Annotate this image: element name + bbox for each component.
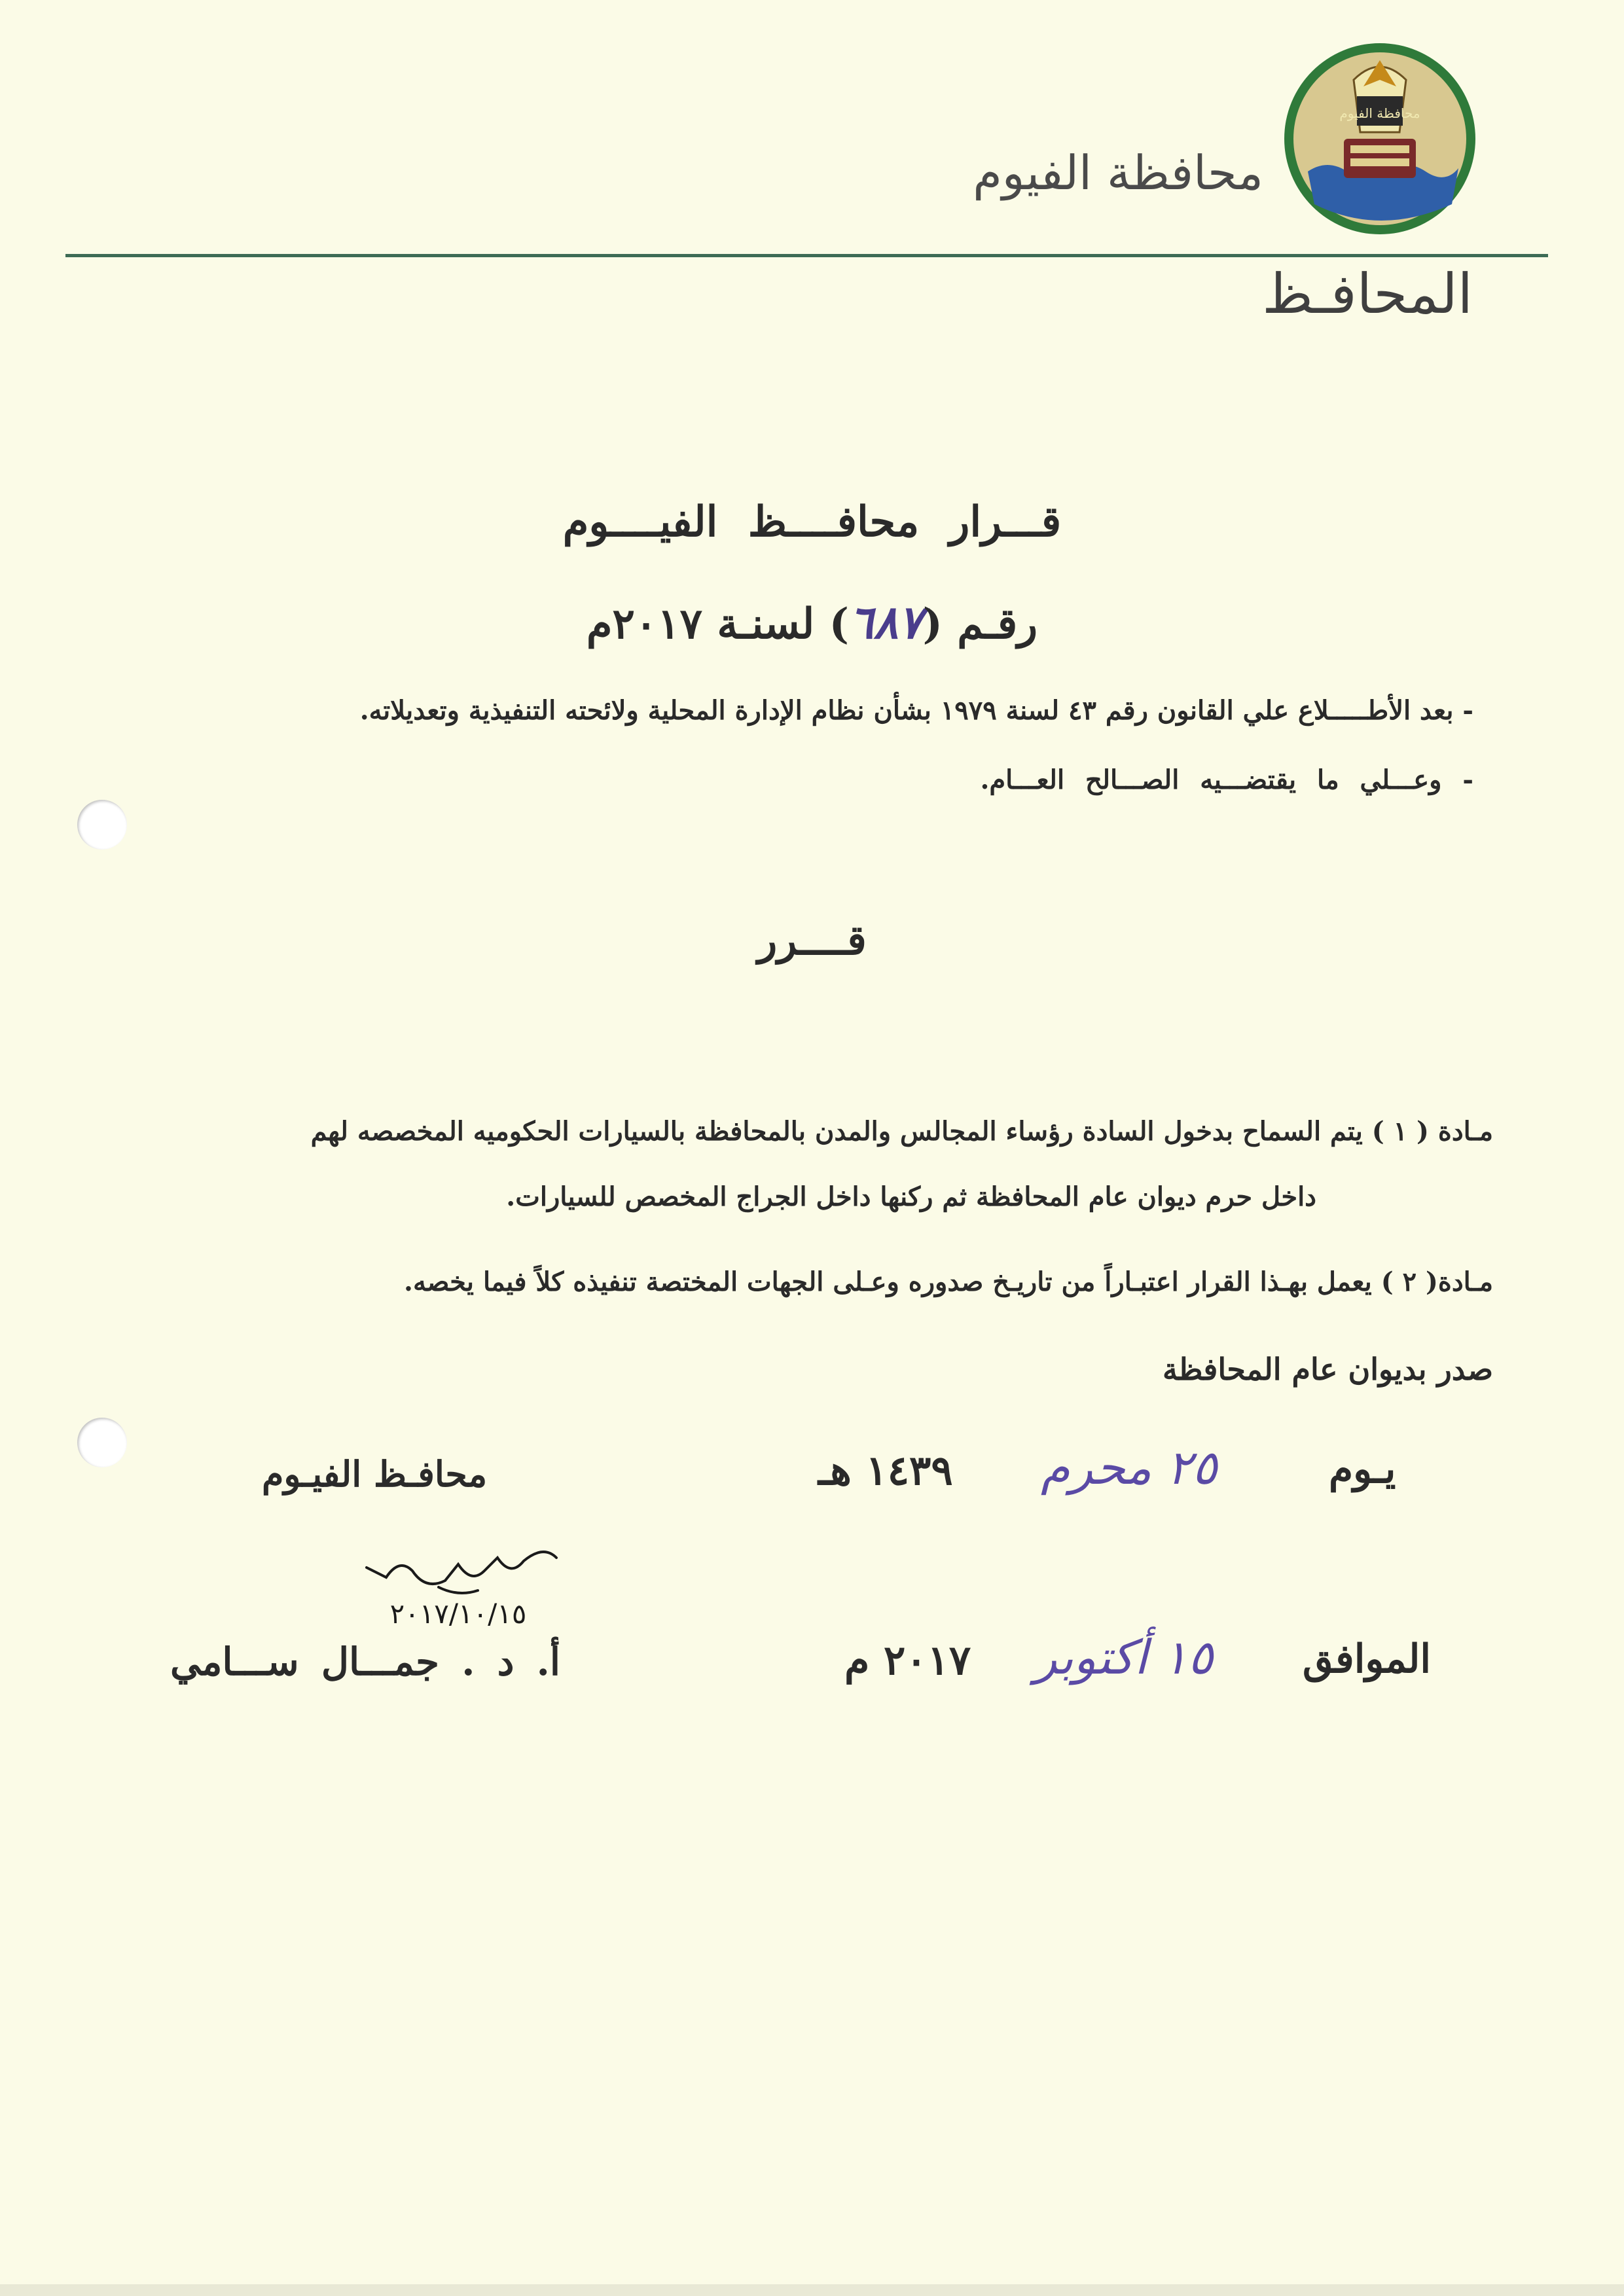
decision-number-line: [0, 596, 1624, 649]
scan-bottom-edge: [0, 2284, 1624, 2296]
article-1-continuation: داخل حرم ديوان عام المحافظة ثم ركنها داخل الجراج المخصص للسيارات.: [506, 1181, 1316, 1212]
governorate-emblem-logo: [1282, 41, 1478, 237]
decision-number-prefix: رقـم (: [922, 600, 1038, 649]
governorate-title: محافظة الفيوم: [973, 145, 1263, 200]
svg-text:٢٠١٧/١٠/١٥: ٢٠١٧/١٠/١٥: [389, 1598, 527, 1630]
office-title: المحافـظ: [1262, 262, 1473, 326]
gregorian-day-handwritten: ١٥ أكتوبر: [1034, 1630, 1214, 1685]
day-label: يـوم: [1329, 1446, 1396, 1492]
decision-number: ٦٨٧: [848, 596, 923, 649]
punch-hole: [77, 800, 127, 850]
preamble-public-interest: - وعـــلي ما يقتضـــيه الصـــالح العـــام.: [980, 764, 1473, 795]
punch-hole: [77, 1418, 127, 1467]
issued-at-line: صدر بديوان عام المحافظة: [1163, 1352, 1493, 1387]
resolution-heading: قــــرر: [757, 916, 867, 964]
corresponding-label: الموافق: [1303, 1636, 1432, 1682]
article-1: مـادة ( ١ ) يتم السماح بدخول السادة رؤساء المجالس والمدن بالمحافظة بالسيارات الحكوميه المخصصه لهم: [310, 1116, 1493, 1147]
signer-name: أ. د . جمـــال ســـامي: [170, 1640, 560, 1684]
article-2: مـادة( ٢ ) يعمل بهـذا القرار اعتبـاراً من تاريـخ صدوره وعـلى الجهات المختصة تنفيذه كلاً فيما يخصه.: [404, 1266, 1493, 1297]
header-divider: [65, 254, 1548, 257]
decision-number-suffix: ) لسنـة ٢٠١٧م: [586, 600, 849, 649]
preamble-law-reference: - بعد الأطـــــلاع علي القانون رقم ٤٣ لسنة ١٩٧٩ بشأن نظام الإدارة المحلية ولائحته التنفيذية وتعديلاته.: [359, 695, 1473, 726]
hijri-day-handwritten: ٢٥ محرم: [1041, 1440, 1218, 1495]
gregorian-year: ٢٠١٧ م: [844, 1636, 971, 1684]
handwritten-signature: [262, 1532, 576, 1636]
hijri-year: ١٤٣٩ هـ: [818, 1446, 953, 1494]
decision-title: قـــرار محافــــظ الفيــــوم: [562, 497, 1062, 547]
signer-title: محافـظ الفيـوم: [262, 1453, 488, 1495]
svg-text:محافظة الفيوم: محافظة الفيوم: [1339, 105, 1420, 121]
